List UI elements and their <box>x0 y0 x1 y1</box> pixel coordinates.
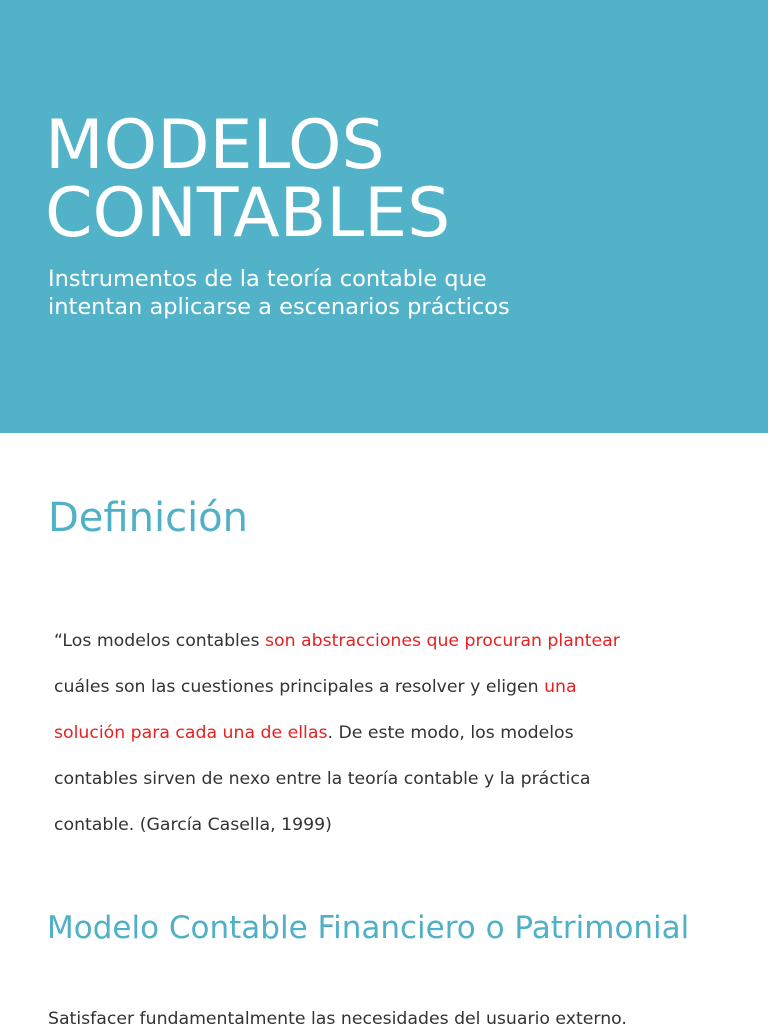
title-banner <box>0 0 768 433</box>
quote-line: contables sirven de nexo entre la teoría contable y la práctica <box>54 769 591 789</box>
quote-highlight: solución para cada una de ellas <box>54 723 328 743</box>
subtitle-line: Instrumentos de la teoría contable que <box>48 266 487 292</box>
document-title <box>45 106 451 253</box>
model-heading: Modelo Contable Financiero o Patrimonial <box>47 910 690 946</box>
quote-text: . De este modo, los modelos <box>327 723 574 743</box>
quote-line <box>54 618 754 664</box>
quote-text: “Los modelos contables <box>54 631 265 651</box>
model-description: Satisfacer fundamentalmente las necesidades del usuario externo. <box>48 1009 627 1029</box>
document-subtitle <box>48 265 748 321</box>
quote-highlight: son abstracciones que procuran plantear <box>265 631 620 651</box>
quote-line: contable. (García Casella, 1999) <box>54 815 332 835</box>
title-line: MODELOS <box>45 106 385 185</box>
quote-text: cuáles son las cuestiones principales a resolver y eligen <box>54 677 545 697</box>
subtitle-line: intentan aplicarse a escenarios prácticos <box>48 294 510 320</box>
quote-line <box>54 664 754 710</box>
quote-line <box>54 710 754 756</box>
title-line: CONTABLES <box>45 174 451 253</box>
definition-quote <box>54 618 754 848</box>
quote-highlight: una <box>544 677 577 697</box>
definition-heading: Definición <box>48 495 248 541</box>
